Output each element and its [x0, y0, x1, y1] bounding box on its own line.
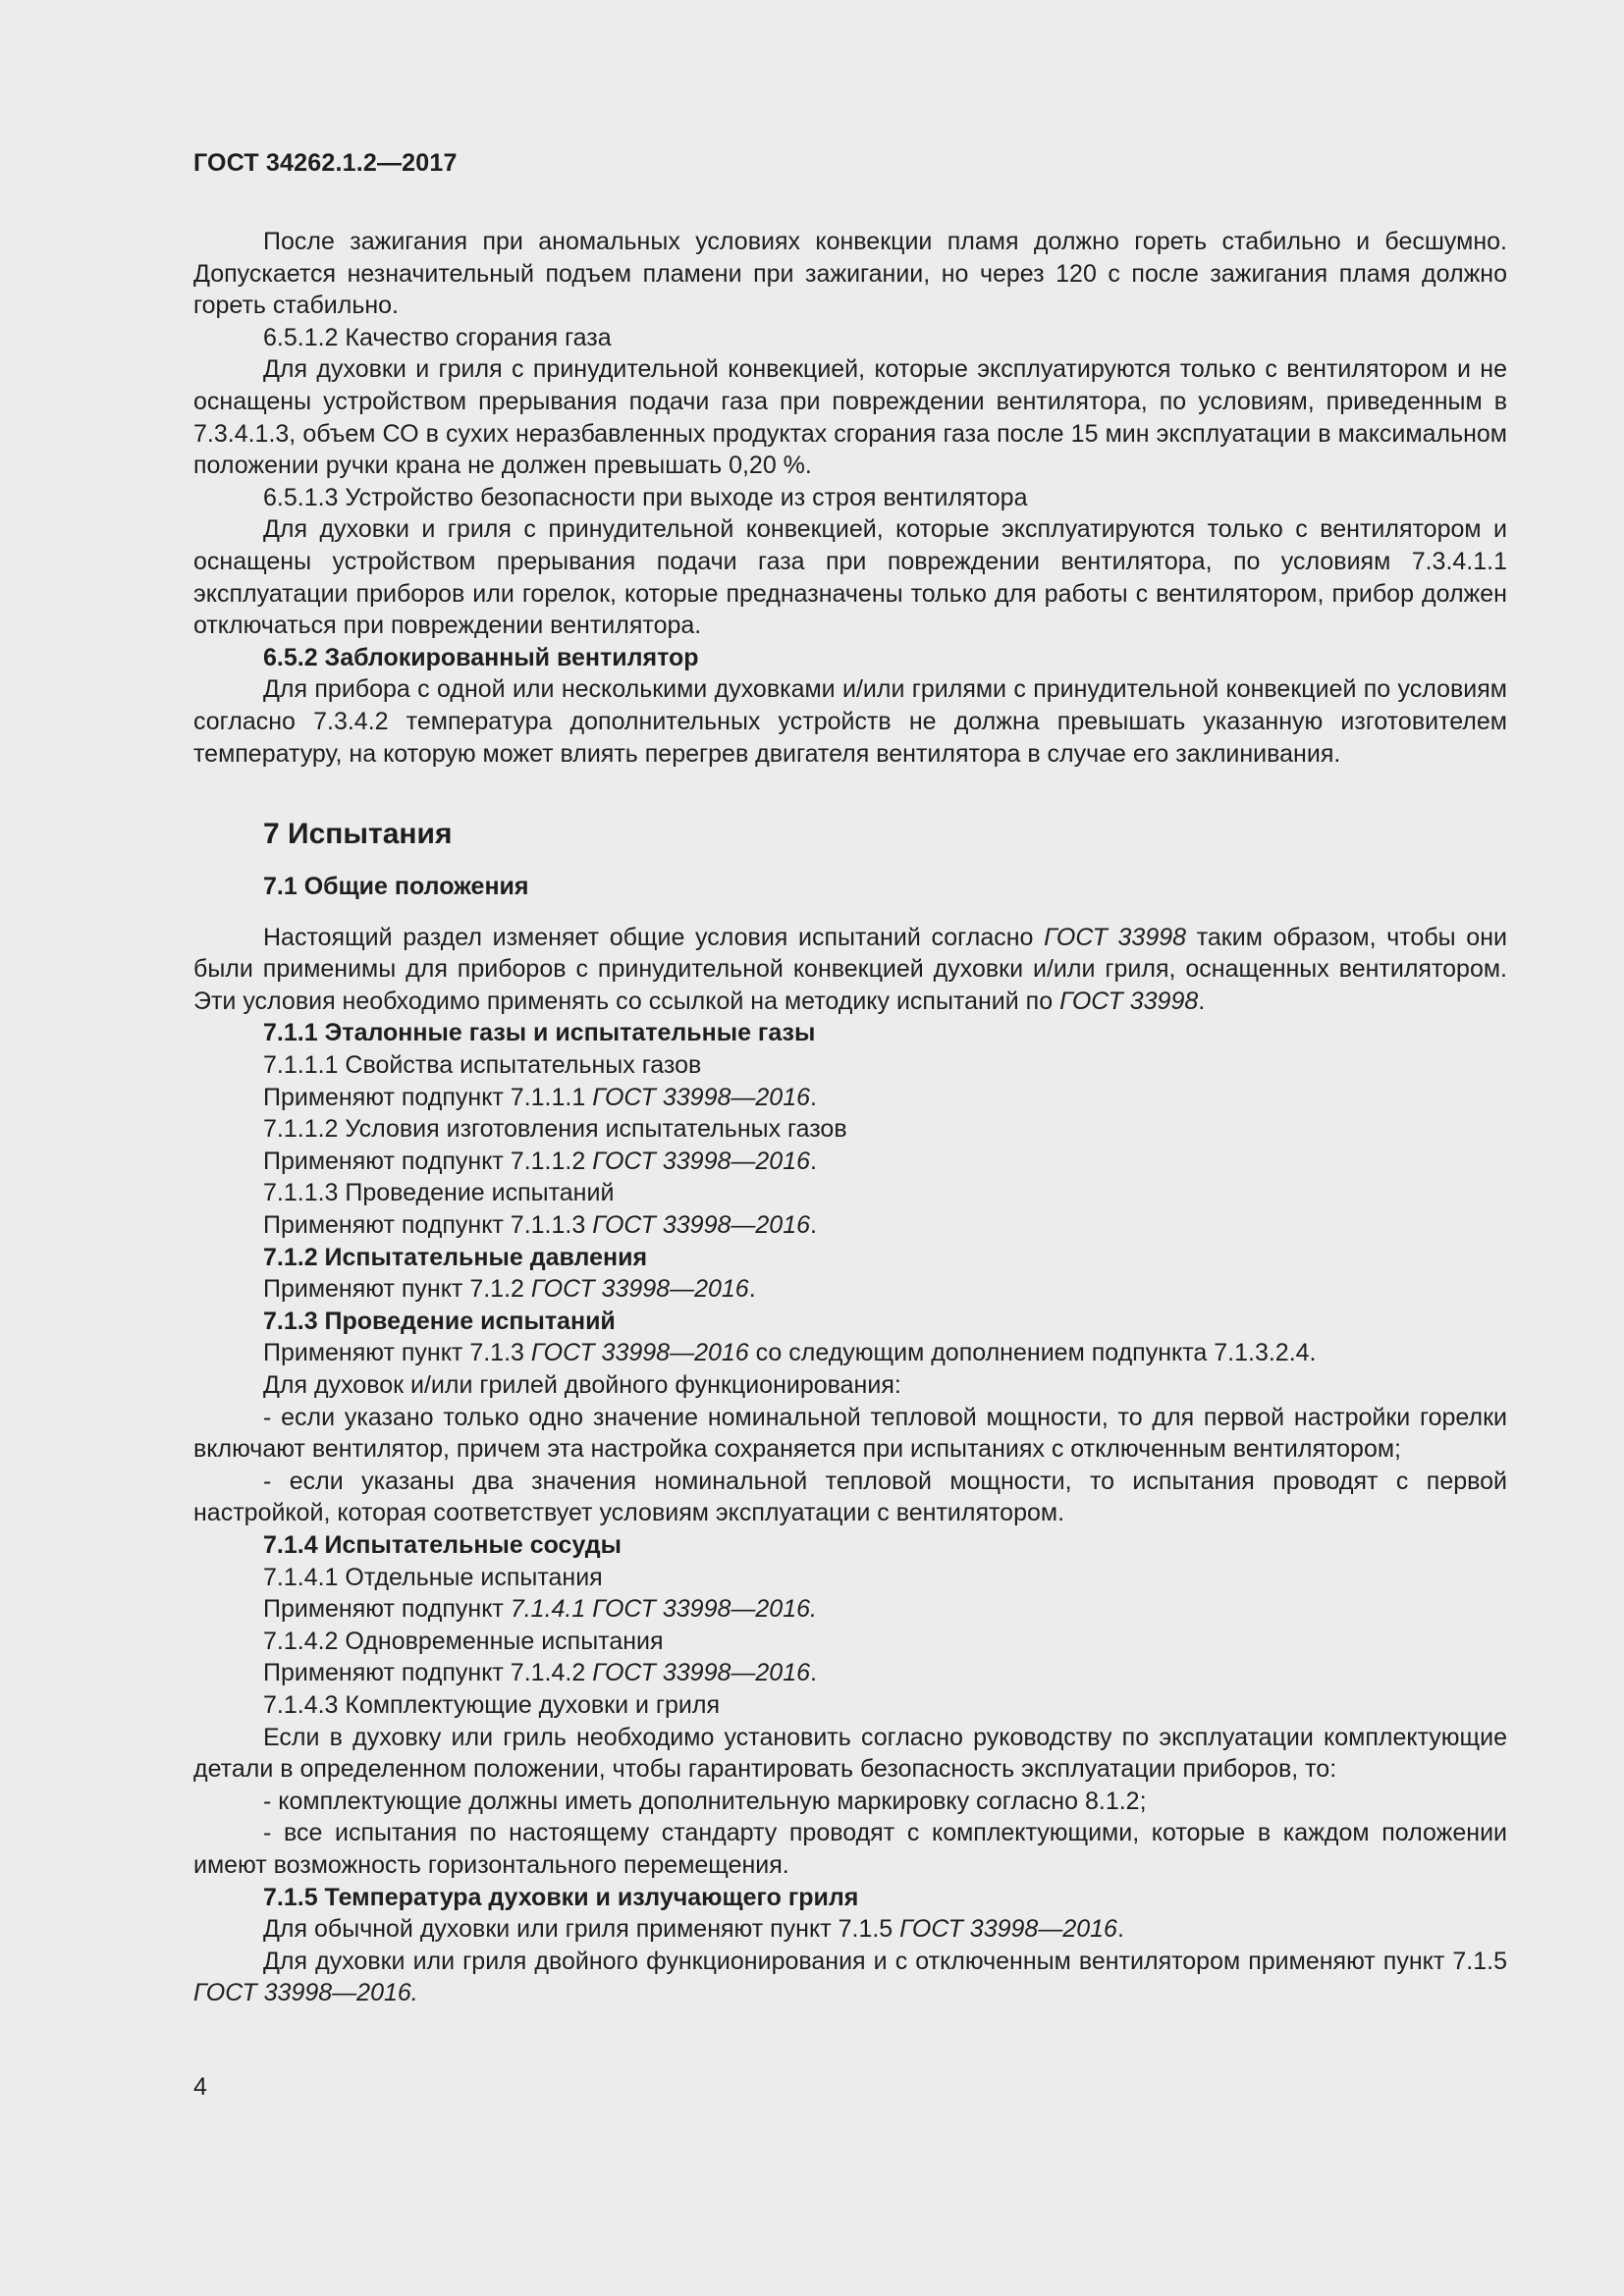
clause-7-1-4-3-text: Если в духовку или гриль необходимо установить согласно руководству по эксплуатации комплектующие детали в определенном положении, чтобы гарантировать безопасность эксплуатации приборов, то:: [193, 1723, 1507, 1784]
paragraph-blocked-fan: Для прибора с одной или несколькими духовками и/или грилями с принудительной конвекцией по условиям согласно 7.3.4.2 температура дополнительных устройств не должна превышать указанную изготовителем температуру, на которую может влиять перегрев двигателя вентилятора в случае его заклинивания.: [193, 675, 1507, 768]
list-item: - комплектующие должны иметь дополнительную маркировку согласно 8.1.2;: [263, 1787, 1147, 1815]
clause-7-1-4: 7.1.4 Испытательные сосуды: [263, 1530, 622, 1559]
clause-7-1-4-2: 7.1.4.2 Одновременные испытания: [263, 1627, 664, 1655]
document-header: ГОСТ 34262.1.2—2017: [193, 149, 458, 177]
clause-7-1-1-1-text: Применяют подпункт 7.1.1.1 ГОСТ 33998—2016.: [263, 1083, 817, 1111]
clause-7-1-1-1: 7.1.1.1 Свойства испытательных газов: [263, 1051, 702, 1080]
clause-6-5-1-3: 6.5.1.3 Устройство безопасности при выходе из строя вентилятора: [263, 483, 1028, 511]
clause-7-1-4-3: 7.1.4.3 Комплектующие духовки и гриля: [263, 1690, 721, 1719]
clause-7-1-1-3: 7.1.1.3 Проведение испытаний: [263, 1179, 615, 1207]
clause-7-1-4-1-text: Применяют подпункт 7.1.4.1 ГОСТ 33998—2016.: [263, 1595, 817, 1624]
clause-7-1-1-3-text: Применяют подпункт 7.1.1.3 ГОСТ 33998—2016.: [263, 1211, 817, 1240]
section-title-7: 7 Испытания: [263, 818, 453, 851]
clause-7-1-5-text: Для обычной духовки или гриля применяют пункт 7.1.5 ГОСТ 33998—2016.: [263, 1915, 1124, 1944]
reference-gost-33998: ГОСТ 33998: [1044, 923, 1187, 951]
document-body: [193, 226, 1507, 2009]
paragraph-general-conditions: Настоящий раздел изменяет общие условия испытаний согласно ГОСТ 33998 таким образом, чтобы они были применимы для приборов с принудительной конвекцией духовки и/или гриля, оснащенных вентилятором. Эти условия необходимо применять со ссылкой на методику испытаний по ГОСТ 33998.: [193, 923, 1507, 1015]
clause-7-1-1: 7.1.1 Эталонные газы и испытательные газы: [263, 1019, 816, 1047]
clause-7-1-3-intro: Для духовок и/или грилей двойного функционирования:: [263, 1371, 901, 1399]
clause-7-1-5: 7.1.5 Температура духовки и излучающего гриля: [263, 1883, 859, 1911]
paragraph-fan-safety-device: Для духовки и гриля с принудительной конвекцией, которые эксплуатируются только с вентилятором и оснащены устройством прерывания подачи газа при повреждении вентилятора, по условиям 7.3.4.1.1 эксплуатации приборов или горелок, которые предназначены только для работы с вентилятором, прибор должен отключаться при повреждении вентилятора.: [193, 515, 1507, 640]
clause-7-1-2: 7.1.2 Испытательные давления: [263, 1243, 648, 1271]
clause-7-1-1-2-text: Применяют подпункт 7.1.1.2 ГОСТ 33998—2016.: [263, 1147, 817, 1175]
list-item: - если указаны два значения номинальной тепловой мощности, то испытания проводят с первой настройкой, которая соответствует условиям эксплуатации с вентилятором.: [193, 1467, 1507, 1527]
clause-6-5-1-2: 6.5.1.2 Качество сгорания газа: [263, 323, 612, 351]
list-item: - все испытания по настоящему стандарту проводят с комплектующими, которые в каждом положении имеют возможность горизонтального перемещения.: [193, 1819, 1507, 1879]
clause-7-1-4-1: 7.1.4.1 Отдельные испытания: [263, 1563, 603, 1591]
section-title-7-1: 7.1 Общие положения: [263, 873, 529, 901]
clause-7-1-2-text: Применяют пункт 7.1.2 ГОСТ 33998—2016.: [263, 1275, 756, 1304]
reference-gost-33998: ГОСТ 33998: [1059, 987, 1199, 1015]
clause-6-5-2: 6.5.2 Заблокированный вентилятор: [263, 643, 699, 671]
paragraph-ignition: После зажигания при аномальных условиях конвекции пламя должно гореть стабильно и бесшумно. Допускается незначительный подъем пламени при зажигании, но через 120 с после зажигания пламя должно гореть стабильно.: [193, 228, 1507, 320]
clause-7-1-5-text-2: Для духовки или гриля двойного функционирования и с отключенным вентилятором применяют пункт 7.1.5 ГОСТ 33998—2016.: [193, 1947, 1507, 2007]
list-item: - если указано только одно значение номинальной тепловой мощности, то для первой настройки горелки включают вентилятор, причем эта настройка сохраняется при испытаниях с отключенным вентилятором;: [193, 1403, 1507, 1464]
paragraph-combustion-quality: Для духовки и гриля с принудительной конвекцией, которые эксплуатируются только с вентилятором и не оснащены устройством прерывания подачи газа при повреждении вентилятора, по условиям, приведенным в 7.3.4.1.3, объем СО в сухих неразбавленных продуктах сгорания газа после 15 мин эксплуатации в максимальном положении ручки крана не должен превышать 0,20 %.: [193, 355, 1507, 480]
clause-7-1-1-2: 7.1.1.2 Условия изготовления испытательных газов: [263, 1115, 847, 1144]
page-number: 4: [193, 2073, 207, 2101]
clause-7-1-3-text: Применяют пункт 7.1.3 ГОСТ 33998—2016 со следующим дополнением подпункта 7.1.3.2.4.: [263, 1339, 1317, 1367]
clause-7-1-3: 7.1.3 Проведение испытаний: [263, 1307, 616, 1335]
clause-7-1-4-2-text: Применяют подпункт 7.1.4.2 ГОСТ 33998—2016.: [263, 1659, 817, 1687]
